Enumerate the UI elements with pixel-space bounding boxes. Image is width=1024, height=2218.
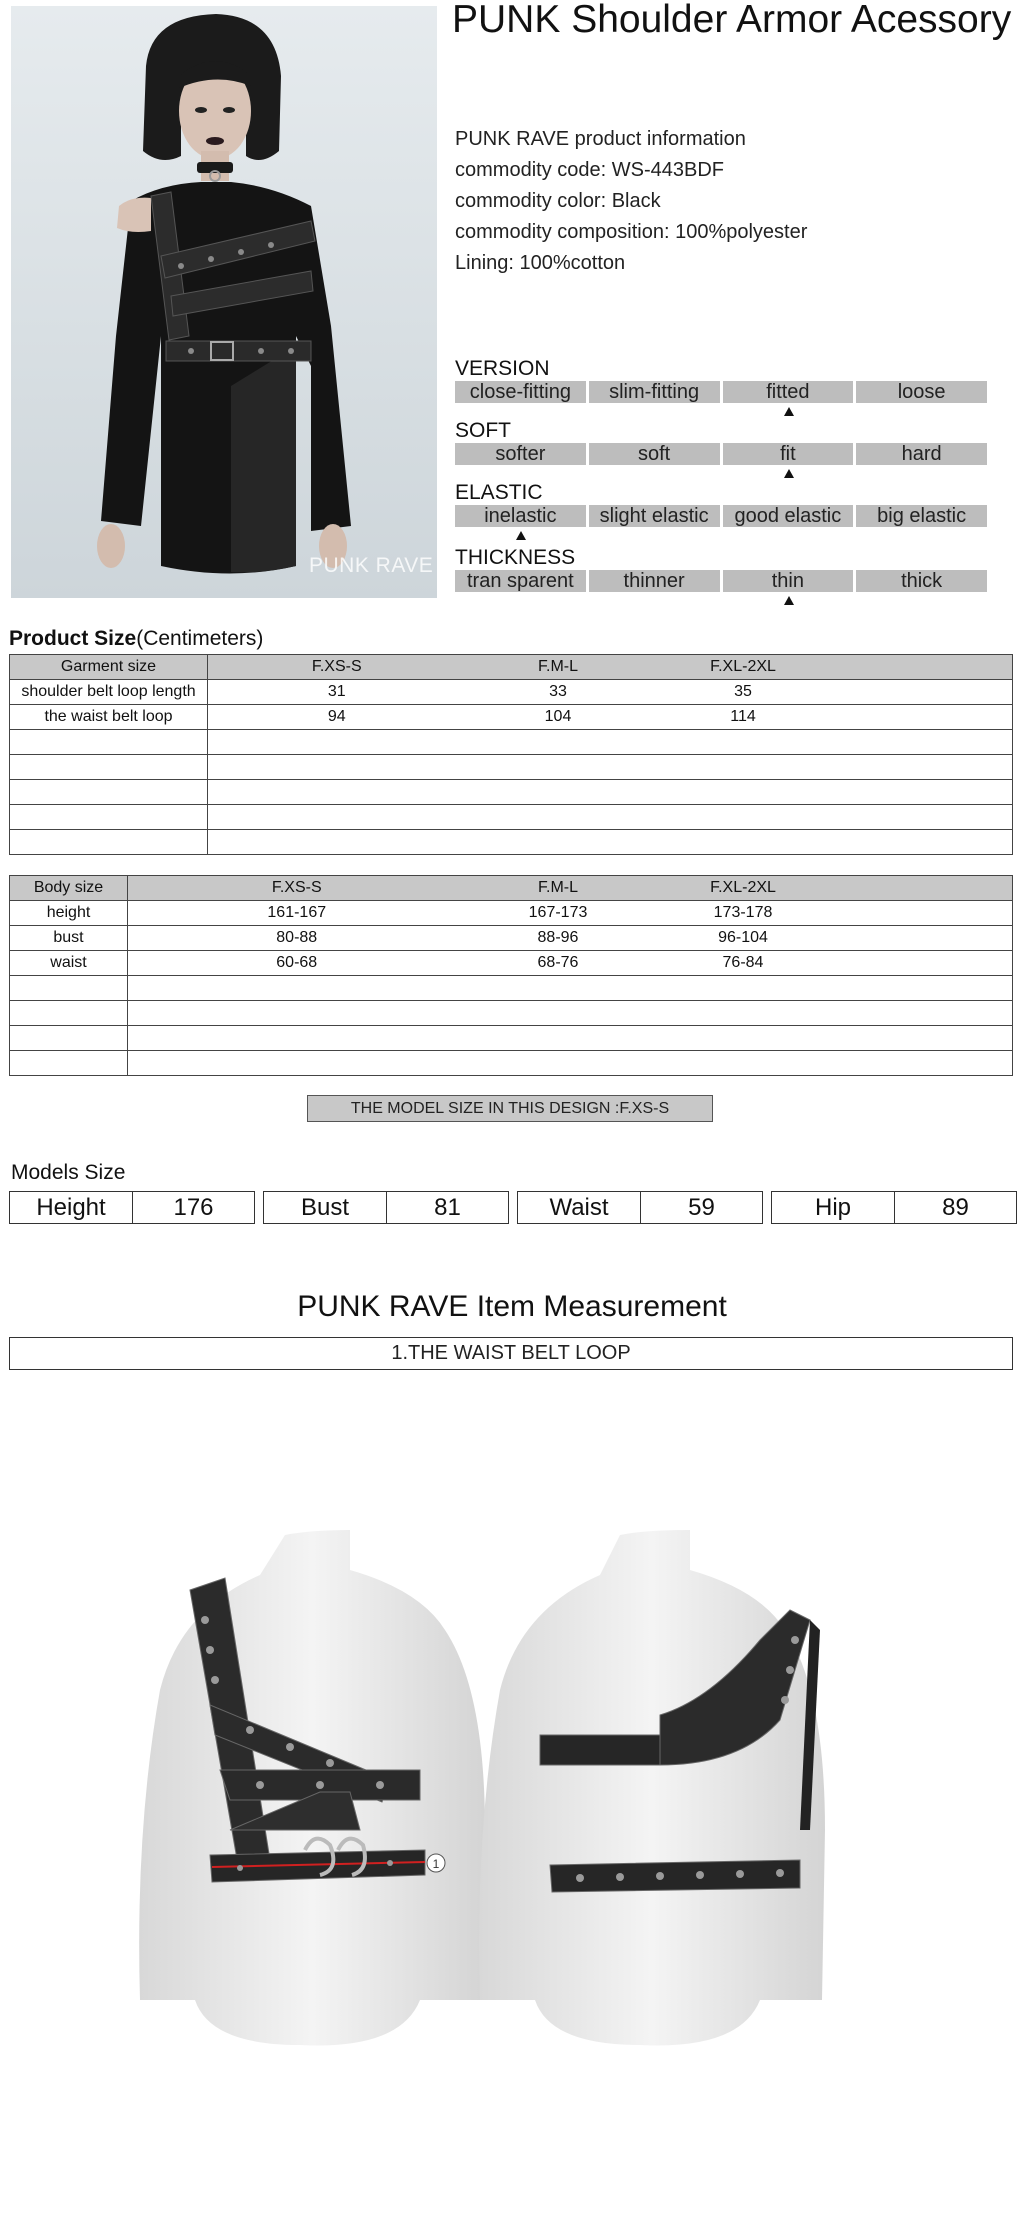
scale-option: loose <box>856 381 987 403</box>
info-line: commodity composition: 100%polyester <box>455 221 808 243</box>
row-label: the waist belt loop <box>10 705 208 730</box>
header-cell: F.XL-2XL <box>651 876 836 901</box>
row-label: shoulder belt loop length <box>10 680 208 705</box>
selection-arrow-icon <box>784 596 794 605</box>
model-measure-hip: Hip 89 <box>771 1191 1017 1224</box>
scale-option: softer <box>455 443 586 465</box>
models-size-row <box>9 1191 1017 1224</box>
header-cell: F.XS-S <box>128 876 466 901</box>
scale-elastic <box>455 482 987 527</box>
header-cell: F.XL-2XL <box>651 655 836 680</box>
header-cell: Body size <box>10 876 128 901</box>
scale-option: inelastic <box>455 505 586 527</box>
empty-row <box>10 1001 1013 1026</box>
empty-row <box>10 976 1013 1001</box>
scale-option: thick <box>856 570 987 592</box>
scale-option: fit <box>723 443 854 465</box>
scale-option: close-fitting <box>455 381 586 403</box>
table-header-row <box>10 876 1013 901</box>
mannequin-illustration <box>120 1530 900 2050</box>
table-row: the waist belt loop 94 104 114 <box>10 705 1013 730</box>
scale-option: tran sparent <box>455 570 586 592</box>
info-line: commodity code: WS-443BDF <box>455 159 724 181</box>
model-measure-height: Height 176 <box>9 1191 255 1224</box>
row-label: height <box>10 901 128 926</box>
measurement-point: 1.THE WAIST BELT LOOP <box>9 1337 1013 1370</box>
empty-row <box>10 730 1013 755</box>
product-title: PUNK Shoulder Armor Acessory <box>452 0 1012 41</box>
row-label: bust <box>10 926 128 951</box>
model-size-note: THE MODEL SIZE IN THIS DESIGN :F.XS-S <box>307 1095 713 1122</box>
garment-size-table <box>9 654 1013 855</box>
scale-option: slight elastic <box>589 505 720 527</box>
info-line: commodity color: Black <box>455 190 661 212</box>
header-cell: F.M-L <box>466 655 651 680</box>
info-line: PUNK RAVE product information <box>455 128 746 150</box>
scale-option: big elastic <box>856 505 987 527</box>
product-size-title: Product Size(Centimeters) <box>9 627 264 650</box>
body-size-table <box>9 875 1013 1076</box>
scale-version <box>455 358 987 403</box>
model-measure-bust: Bust 81 <box>263 1191 509 1224</box>
empty-row <box>10 780 1013 805</box>
scale-soft <box>455 420 987 465</box>
model-illustration <box>11 6 437 598</box>
watermark: PUNK RAVE <box>309 554 434 577</box>
header-cell: F.XS-S <box>208 655 466 680</box>
table-row: height 161-167 167-173 173-178 <box>10 901 1013 926</box>
selection-arrow-icon <box>784 407 794 416</box>
header-cell: F.M-L <box>466 876 651 901</box>
empty-row <box>10 1026 1013 1051</box>
table-header-row <box>10 655 1013 680</box>
table-row: waist 60-68 68-76 76-84 <box>10 951 1013 976</box>
scale-option: good elastic <box>723 505 854 527</box>
models-size-label: Models Size <box>11 1161 126 1184</box>
scale-thickness <box>455 547 987 592</box>
table-row: shoulder belt loop length 31 33 35 <box>10 680 1013 705</box>
product-measurement-image <box>120 1530 900 2050</box>
scale-option: soft <box>589 443 720 465</box>
header-cell: Garment size <box>10 655 208 680</box>
empty-row <box>10 755 1013 780</box>
marker-label: 1 <box>432 1857 440 1871</box>
empty-row <box>10 1051 1013 1076</box>
row-label: waist <box>10 951 128 976</box>
scale-label: SOFT <box>455 419 511 442</box>
table-row: bust 80-88 88-96 96-104 <box>10 926 1013 951</box>
measurement-title: PUNK RAVE Item Measurement <box>297 1290 727 1323</box>
product-photo <box>11 6 437 598</box>
empty-row <box>10 805 1013 830</box>
empty-row <box>10 830 1013 855</box>
scale-label: ELASTIC <box>455 481 543 504</box>
model-measure-waist: Waist 59 <box>517 1191 763 1224</box>
scale-option: fitted <box>723 381 854 403</box>
scale-option: thin <box>723 570 854 592</box>
scale-option: hard <box>856 443 987 465</box>
scale-option: slim-fitting <box>589 381 720 403</box>
scale-option: thinner <box>589 570 720 592</box>
scale-label: VERSION <box>455 357 550 380</box>
selection-arrow-icon <box>784 469 794 478</box>
info-line: Lining: 100%cotton <box>455 252 626 274</box>
product-info <box>455 124 807 279</box>
scale-label: THICKNESS <box>455 546 576 569</box>
selection-arrow-icon <box>516 531 526 540</box>
